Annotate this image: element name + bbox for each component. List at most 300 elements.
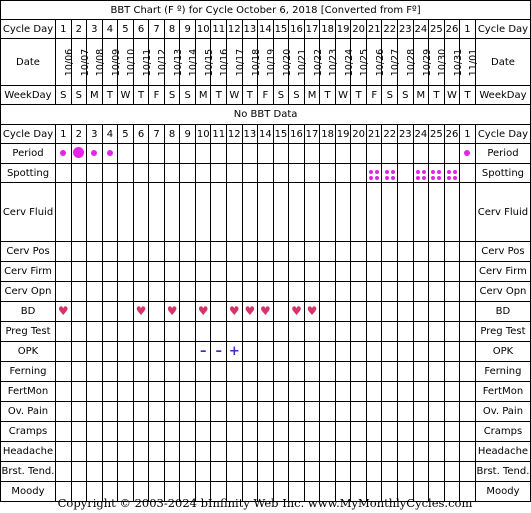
headache-cell	[382, 442, 398, 462]
spotting-cell	[164, 164, 180, 183]
date-text: 10/18	[250, 48, 262, 76]
brst-tend-cell	[180, 462, 196, 482]
headache-cell	[289, 442, 305, 462]
bd-cell	[258, 302, 274, 322]
ov-pain-cell	[320, 402, 336, 422]
preg-test-cell	[180, 322, 196, 342]
cycle-day-cell: 7	[149, 20, 165, 39]
opk-cell	[180, 342, 196, 362]
weekday-cell: S	[71, 86, 87, 105]
spotting-cell	[180, 164, 196, 183]
opk-negative: –	[199, 344, 207, 359]
cramps-cell	[304, 422, 320, 442]
brst-tend-cell	[398, 462, 414, 482]
brst-tend-cell	[211, 462, 227, 482]
preg-test-cell	[335, 322, 351, 342]
weekday-cell: S	[382, 86, 398, 105]
period-cell	[164, 144, 180, 164]
cramps-cell	[242, 422, 258, 442]
brst-tend-cell	[320, 462, 336, 482]
opk-cell	[133, 342, 149, 362]
ov-pain-cell	[398, 402, 414, 422]
weekday-cell: W	[227, 86, 243, 105]
cerv-fluid-cell	[460, 183, 476, 242]
ov-pain-cell	[351, 402, 367, 422]
cramps-cell	[133, 422, 149, 442]
ferning-cell	[273, 362, 289, 382]
ferning-cell	[133, 362, 149, 382]
fertmon-cell	[195, 382, 211, 402]
cycle-day-2-cell: 23	[398, 125, 414, 144]
ov-pain-cell	[460, 402, 476, 422]
weekday-cell: M	[195, 86, 211, 105]
cycle-day-cell: 25	[429, 20, 445, 39]
ov-pain-cell	[273, 402, 289, 422]
cycle-day-2-cell: 7	[149, 125, 165, 144]
cerv-fluid-cell	[56, 183, 72, 242]
spotting-cell	[398, 164, 414, 183]
spotting-marker	[447, 170, 457, 180]
heart-icon: ♥	[228, 304, 240, 318]
headache-cell	[444, 442, 460, 462]
period-cell	[195, 144, 211, 164]
brst-tend-cell	[242, 462, 258, 482]
opk-cell	[382, 342, 398, 362]
cycle-day-cell: 17	[304, 20, 320, 39]
cerv-fluid-cell	[335, 183, 351, 242]
cerv-opn-cell	[71, 282, 87, 302]
weekday-cell: W	[118, 86, 134, 105]
period-cell	[351, 144, 367, 164]
fertmon-cell	[211, 382, 227, 402]
cerv-opn-row	[1, 282, 531, 302]
ferning-cell	[180, 362, 196, 382]
cerv-firm-cell	[460, 262, 476, 282]
cycle-day-2-cell: 20	[351, 125, 367, 144]
spotting-cell	[320, 164, 336, 183]
date-row	[1, 39, 531, 86]
ferning-cell	[242, 362, 258, 382]
cerv-fluid-cell	[149, 183, 165, 242]
period-label-right: Period	[475, 144, 530, 164]
ov-pain-cell	[164, 402, 180, 422]
period-cell	[382, 144, 398, 164]
headache-cell	[56, 442, 72, 462]
brst-tend-cell	[366, 462, 382, 482]
date-text: 10/10	[126, 48, 138, 76]
cerv-pos-cell	[164, 242, 180, 262]
cerv-opn-cell	[258, 282, 274, 302]
spotting-cell	[304, 164, 320, 183]
heart-icon: ♥	[244, 304, 256, 318]
spotting-cell	[211, 164, 227, 183]
cerv-pos-cell	[211, 242, 227, 262]
cerv-pos-label-right: Cerv Pos	[475, 242, 530, 262]
ov-pain-cell	[180, 402, 196, 422]
ferning-label: Ferning	[1, 362, 56, 382]
cycle-day-2-cell: 21	[366, 125, 382, 144]
cerv-opn-cell	[133, 282, 149, 302]
cerv-firm-cell	[87, 262, 103, 282]
fertmon-cell	[149, 382, 165, 402]
cycle-day-label-right: Cycle Day	[475, 20, 530, 39]
brst-tend-label: Brst. Tend.	[1, 462, 56, 482]
cerv-opn-cell	[429, 282, 445, 302]
period-cell	[118, 144, 134, 164]
period-cell	[429, 144, 445, 164]
cramps-row	[1, 422, 531, 442]
preg-test-cell	[320, 322, 336, 342]
cerv-pos-cell	[71, 242, 87, 262]
headache-cell	[366, 442, 382, 462]
ov-pain-label: Ov. Pain	[1, 402, 56, 422]
headache-cell	[429, 442, 445, 462]
headache-label-right: Headache	[475, 442, 530, 462]
headache-label: Headache	[1, 442, 56, 462]
fertmon-cell	[444, 382, 460, 402]
weekday-cell: M	[304, 86, 320, 105]
period-dot	[107, 150, 113, 156]
cycle-day-2-cell: 11	[211, 125, 227, 144]
headache-row	[1, 442, 531, 462]
fertmon-cell	[180, 382, 196, 402]
cerv-pos-cell	[413, 242, 429, 262]
cerv-opn-cell	[460, 282, 476, 302]
cerv-pos-cell	[320, 242, 336, 262]
brst-tend-cell	[195, 462, 211, 482]
weekday-cell: T	[211, 86, 227, 105]
cramps-label-right: Cramps	[475, 422, 530, 442]
cerv-pos-cell	[242, 242, 258, 262]
headache-cell	[149, 442, 165, 462]
bd-cell	[56, 302, 72, 322]
cerv-pos-cell	[366, 242, 382, 262]
weekday-cell: T	[133, 86, 149, 105]
fertmon-cell	[258, 382, 274, 402]
cramps-cell	[87, 422, 103, 442]
brst-tend-cell	[304, 462, 320, 482]
cerv-fluid-cell	[320, 183, 336, 242]
preg-test-label-right: Preg Test	[475, 322, 530, 342]
headache-cell	[242, 442, 258, 462]
cycle-day-cell: 6	[133, 20, 149, 39]
cycle-day-cell: 22	[382, 20, 398, 39]
cramps-cell	[382, 422, 398, 442]
cerv-fluid-cell	[273, 183, 289, 242]
period-cell	[211, 144, 227, 164]
fertmon-cell	[118, 382, 134, 402]
fertmon-cell	[133, 382, 149, 402]
opk-cell	[289, 342, 305, 362]
preg-test-cell	[118, 322, 134, 342]
moody-label-right: Moody	[475, 482, 530, 502]
cerv-fluid-cell	[118, 183, 134, 242]
cerv-firm-cell	[429, 262, 445, 282]
weekday-cell: S	[164, 86, 180, 105]
period-dot	[464, 150, 470, 156]
weekday-cell: S	[180, 86, 196, 105]
fertmon-cell	[87, 382, 103, 402]
spotting-cell	[258, 164, 274, 183]
cerv-fluid-cell	[227, 183, 243, 242]
preg-test-label: Preg Test	[1, 322, 56, 342]
headache-cell	[273, 442, 289, 462]
cerv-firm-cell	[102, 262, 118, 282]
cramps-cell	[102, 422, 118, 442]
spotting-cell	[382, 164, 398, 183]
cycle-day-cell: 18	[320, 20, 336, 39]
opk-cell	[102, 342, 118, 362]
spotting-marker	[369, 170, 379, 180]
ferning-row	[1, 362, 531, 382]
cerv-pos-cell	[429, 242, 445, 262]
bd-cell	[320, 302, 336, 322]
ferning-cell	[429, 362, 445, 382]
cycle-day-2-cell: 19	[335, 125, 351, 144]
ferning-cell	[195, 362, 211, 382]
period-cell	[273, 144, 289, 164]
bd-cell	[304, 302, 320, 322]
headache-cell	[227, 442, 243, 462]
date-text: 10/15	[204, 48, 216, 76]
brst-tend-cell	[413, 462, 429, 482]
period-cell	[398, 144, 414, 164]
preg-test-cell	[429, 322, 445, 342]
opk-row	[1, 342, 531, 362]
brst-tend-cell	[102, 462, 118, 482]
cerv-firm-cell	[211, 262, 227, 282]
cycle-day-cell: 8	[164, 20, 180, 39]
opk-label: OPK	[1, 342, 56, 362]
heart-icon: ♥	[166, 304, 178, 318]
ov-pain-cell	[118, 402, 134, 422]
preg-test-cell	[382, 322, 398, 342]
fertmon-cell	[351, 382, 367, 402]
spotting-cell	[102, 164, 118, 183]
cerv-pos-cell	[398, 242, 414, 262]
cycle-day-2-cell: 18	[320, 125, 336, 144]
bd-cell	[335, 302, 351, 322]
cycle-day-2-label-right: Cycle Day	[475, 125, 530, 144]
cramps-cell	[444, 422, 460, 442]
cerv-firm-cell	[351, 262, 367, 282]
brst-tend-cell	[87, 462, 103, 482]
cycle-day-2-cell: 9	[180, 125, 196, 144]
cycle-day-2-cell: 6	[133, 125, 149, 144]
cramps-cell	[195, 422, 211, 442]
headache-cell	[398, 442, 414, 462]
cerv-opn-cell	[444, 282, 460, 302]
period-row	[1, 144, 531, 164]
cramps-label: Cramps	[1, 422, 56, 442]
ov-pain-cell	[429, 402, 445, 422]
date-text: 10/30	[437, 48, 449, 76]
spotting-cell	[133, 164, 149, 183]
opk-cell	[227, 342, 243, 362]
date-text: 10/09	[110, 48, 122, 76]
cramps-cell	[429, 422, 445, 442]
cramps-cell	[335, 422, 351, 442]
cycle-day-2-cell: 25	[429, 125, 445, 144]
cerv-fluid-label: Cerv Fluid	[1, 183, 56, 242]
headache-cell	[71, 442, 87, 462]
spotting-cell	[71, 164, 87, 183]
period-label: Period	[1, 144, 56, 164]
date-text: 10/13	[173, 48, 185, 76]
cycle-day-cell: 19	[335, 20, 351, 39]
copyright-footer: Copyright © 2003-2024 bInfinity Web Inc. www.MyMonthlyCycles.com	[57, 496, 473, 510]
spotting-label-right: Spotting	[475, 164, 530, 183]
bd-row	[1, 302, 531, 322]
spotting-cell	[242, 164, 258, 183]
chart-title: BBT Chart (F º) for Cycle October 6, 2018 [Converted from Fº]	[1, 1, 531, 20]
brst-tend-cell	[444, 462, 460, 482]
cycle-day-2-cell: 13	[242, 125, 258, 144]
headache-cell	[164, 442, 180, 462]
spotting-row	[1, 164, 531, 183]
brst-tend-cell	[351, 462, 367, 482]
weekday-label-right: WeekDay	[475, 86, 530, 105]
cerv-pos-cell	[227, 242, 243, 262]
heart-icon: ♥	[306, 304, 318, 318]
bd-cell	[133, 302, 149, 322]
headache-cell	[258, 442, 274, 462]
date-text: 10/22	[312, 48, 324, 76]
cycle-day-2-cell: 14	[258, 125, 274, 144]
fertmon-cell	[413, 382, 429, 402]
cerv-opn-cell	[102, 282, 118, 302]
bd-cell	[444, 302, 460, 322]
period-dot	[91, 150, 97, 156]
cerv-opn-cell	[398, 282, 414, 302]
cerv-fluid-cell	[180, 183, 196, 242]
cramps-cell	[413, 422, 429, 442]
preg-test-cell	[227, 322, 243, 342]
period-cell	[102, 144, 118, 164]
cycle-day-cell: 21	[366, 20, 382, 39]
weekday-cell: F	[149, 86, 165, 105]
cycle-day-2-cell: 4	[102, 125, 118, 144]
cerv-opn-cell	[56, 282, 72, 302]
ferning-cell	[413, 362, 429, 382]
fertmon-label-right: FertMon	[475, 382, 530, 402]
cycle-day-cell: 24	[413, 20, 429, 39]
cerv-fluid-cell	[71, 183, 87, 242]
cerv-firm-cell	[258, 262, 274, 282]
no-bbt-data: No BBT Data	[1, 105, 531, 125]
opk-cell	[118, 342, 134, 362]
cerv-firm-cell	[133, 262, 149, 282]
cycle-day-2-cell: 2	[71, 125, 87, 144]
cycle-day-label: Cycle Day	[1, 20, 56, 39]
cycle-day-cell: 1	[56, 20, 72, 39]
ov-pain-cell	[133, 402, 149, 422]
cramps-cell	[149, 422, 165, 442]
ov-pain-cell	[71, 402, 87, 422]
bd-cell	[180, 302, 196, 322]
bd-cell	[195, 302, 211, 322]
date-text: 10/27	[390, 48, 402, 76]
cycle-day-2-cell: 24	[413, 125, 429, 144]
cerv-fluid-cell	[413, 183, 429, 242]
fertmon-cell	[273, 382, 289, 402]
bd-cell	[71, 302, 87, 322]
cycle-day-2-cell: 1	[56, 125, 72, 144]
date-text: 10/17	[235, 48, 247, 76]
headache-cell	[460, 442, 476, 462]
fertmon-cell	[398, 382, 414, 402]
cerv-pos-cell	[382, 242, 398, 262]
date-text: 10/12	[157, 48, 169, 76]
cerv-pos-cell	[273, 242, 289, 262]
cerv-firm-cell	[164, 262, 180, 282]
brst-tend-cell	[164, 462, 180, 482]
heart-icon: ♥	[197, 304, 209, 318]
opk-cell	[413, 342, 429, 362]
period-cell	[320, 144, 336, 164]
fertmon-cell	[242, 382, 258, 402]
opk-cell	[444, 342, 460, 362]
cerv-firm-cell	[180, 262, 196, 282]
period-cell	[366, 144, 382, 164]
spotting-cell	[273, 164, 289, 183]
fertmon-cell	[56, 382, 72, 402]
period-cell	[71, 144, 87, 164]
fertmon-cell	[460, 382, 476, 402]
preg-test-cell	[242, 322, 258, 342]
moody-label: Moody	[1, 482, 56, 502]
brst-tend-cell	[133, 462, 149, 482]
opk-cell	[398, 342, 414, 362]
cramps-cell	[366, 422, 382, 442]
date-text: 10/16	[219, 48, 231, 76]
opk-cell	[460, 342, 476, 362]
fertmon-cell	[304, 382, 320, 402]
spotting-cell	[149, 164, 165, 183]
preg-test-cell	[102, 322, 118, 342]
preg-test-row	[1, 322, 531, 342]
cerv-fluid-cell	[87, 183, 103, 242]
weekday-cell: S	[289, 86, 305, 105]
cycle-day-2-cell: 22	[382, 125, 398, 144]
brst-tend-cell	[429, 462, 445, 482]
ov-pain-row	[1, 402, 531, 422]
brst-tend-row	[1, 462, 531, 482]
cramps-cell	[118, 422, 134, 442]
ferning-cell	[211, 362, 227, 382]
cerv-fluid-label-right: Cerv Fluid	[475, 183, 530, 242]
cycle-day-2-row	[1, 125, 531, 144]
date-text: 11/01	[468, 48, 480, 76]
opk-cell	[335, 342, 351, 362]
spotting-cell	[335, 164, 351, 183]
preg-test-cell	[87, 322, 103, 342]
cerv-firm-row	[1, 262, 531, 282]
weekday-cell: M	[413, 86, 429, 105]
ov-pain-cell	[304, 402, 320, 422]
cerv-firm-cell	[71, 262, 87, 282]
ferning-cell	[164, 362, 180, 382]
cerv-opn-cell	[242, 282, 258, 302]
period-cell	[258, 144, 274, 164]
cycle-day-cell: 5	[118, 20, 134, 39]
cramps-cell	[258, 422, 274, 442]
ferning-cell	[289, 362, 305, 382]
ferning-cell	[335, 362, 351, 382]
bd-cell	[227, 302, 243, 322]
spotting-cell	[195, 164, 211, 183]
headache-cell	[320, 442, 336, 462]
